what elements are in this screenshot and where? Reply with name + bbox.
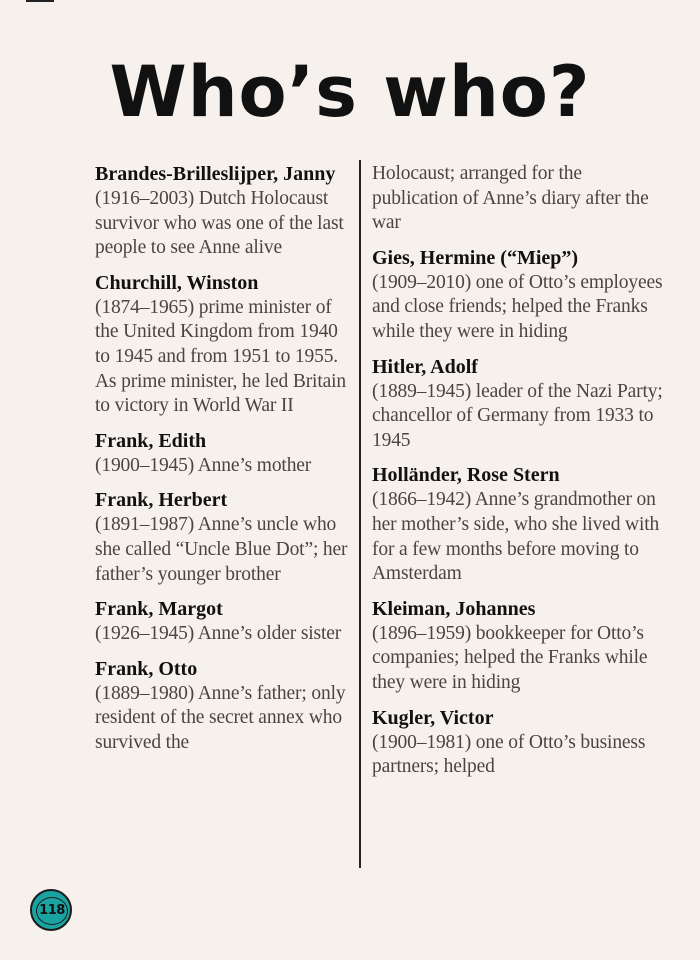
- glossary-entry: [95, 488, 357, 587]
- entry-name: Frank, Otto: [95, 657, 198, 680]
- entry-name: Brandes-Brilleslijper, Janny: [95, 163, 336, 185]
- page-number: 118: [36, 897, 68, 925]
- entry-description: (1866–1942) Anne’s grandmother on her mother’s side, who she lived with for a few months before moving to Amsterdam: [372, 489, 660, 585]
- entry-description: (1889–1945) leader of the Nazi Party; chancellor of Germany from 1933 to 1945: [372, 380, 663, 451]
- glossary-entry: [372, 706, 672, 780]
- entry-name: Churchill, Winston: [95, 271, 259, 294]
- glossary-entry: [372, 597, 672, 696]
- entry-name: Frank, Herbert: [95, 489, 228, 512]
- entry-description: (1916–2003) Dutch Holocaust survivor who was one of the last people to see Anne alive: [95, 188, 344, 259]
- glossary-entry: [95, 657, 357, 756]
- glossary-entry: [95, 271, 357, 419]
- entry-name: Kugler, Victor: [372, 706, 494, 729]
- entry-description: (1909–2010) one of Otto’s employees and close friends; helped the Franks while they were in hiding: [372, 271, 663, 342]
- right-column: [372, 162, 672, 790]
- page-title: Who’s who?: [109, 51, 591, 133]
- glossary-entry: [372, 463, 672, 586]
- glossary-entry: [95, 162, 357, 261]
- glossary-entry: [95, 597, 357, 647]
- entry-description: (1900–1981) one of Otto’s business partners; helped: [372, 731, 646, 778]
- entry-name: Holländer, Rose Stern: [372, 464, 560, 487]
- column-divider: [359, 160, 361, 868]
- entry-description: (1926–1945) Anne’s older sister: [95, 623, 342, 645]
- entry-name: Kleiman, Johannes: [372, 597, 536, 620]
- entry-continuation: Holocaust; arranged for the publication of Anne’s diary after the war: [372, 163, 649, 234]
- glossary-entry: [372, 355, 672, 454]
- top-rule: [26, 0, 54, 2]
- left-column: [95, 162, 357, 766]
- glossary-entry: [95, 429, 357, 479]
- entry-name: Hitler, Adolf: [372, 355, 478, 378]
- glossary-entry: [372, 246, 672, 345]
- entry-description: (1900–1945) Anne’s mother: [95, 454, 312, 476]
- page-number-badge: [30, 889, 72, 931]
- entry-description: (1891–1987) Anne’s uncle who she called “Uncle Blue Dot”; her father’s younger brother: [95, 514, 348, 585]
- entry-description: (1874–1965) prime minister of the United Kingdom from 1940 to 1945 and from 1951 to 1955. As prime minister, he led Britain to victory in World War II: [95, 296, 346, 417]
- entry-name: Frank, Edith: [95, 429, 207, 452]
- entry-description: (1896–1959) bookkeeper for Otto’s companies; helped the Franks while they were in hiding: [372, 622, 648, 693]
- entry-name: Frank, Margot: [95, 598, 223, 621]
- entry-name: Gies, Hermine (“Miep”): [372, 246, 579, 269]
- entry-description: (1889–1980) Anne’s father; only resident of the secret annex who survived the: [95, 682, 346, 753]
